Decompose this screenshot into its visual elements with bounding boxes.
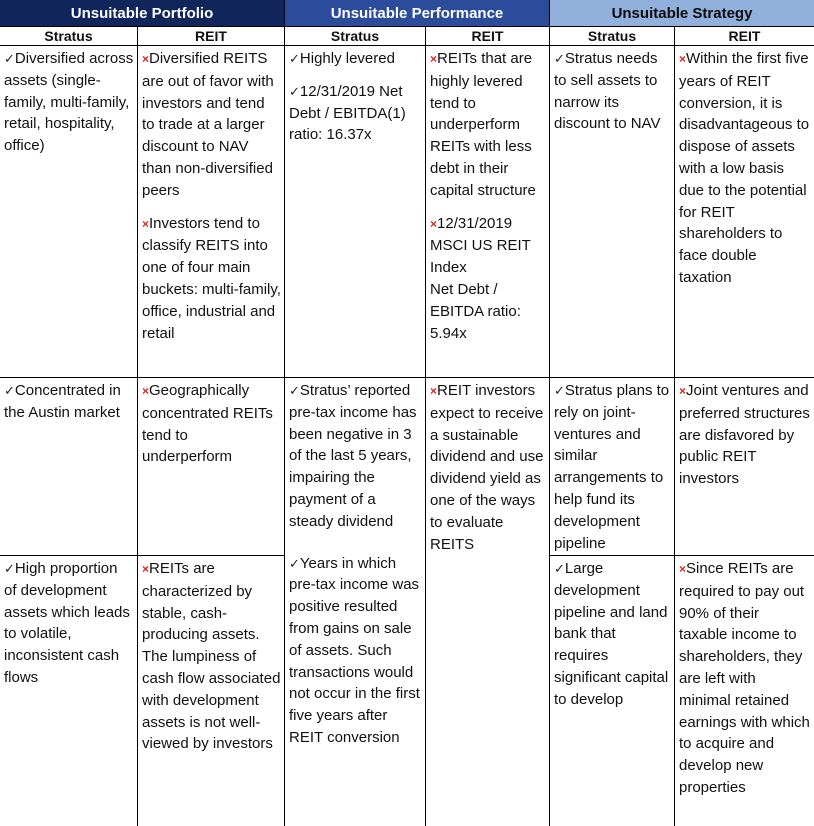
cross-icon: × [679,384,687,398]
cell-strategy-stratus-1 [550,46,674,377]
list-item: ✓Stratus plans to rely on joint-ventures and similar arrangements to help fund its development pipeline [554,382,670,552]
col-header-strategy-stratus: Stratus [550,27,674,45]
list-item: ✓Stratus’ reported pre-tax income has been negative in 3 of the last 5 years, impairing the payment of a steady dividend [289,382,417,530]
list-item: ×Joint ventures and preferred structures are disfavored by public REIT investors [679,382,810,488]
col-header-portfolio-reit: REIT [138,27,284,45]
list-item: ×REITs that are highly levered tend to underperform REITs with less debt in their capital structure [430,50,536,199]
cell-portfolio-stratus-2 [0,378,137,555]
list-item: ✓Concentrated in the Austin market [4,382,121,421]
check-icon: ✓ [289,555,300,571]
check-icon: ✓ [289,51,300,66]
cross-icon: × [679,52,687,66]
list-item: ✓Large development pipeline and land bank that requires significant capital to develop [554,560,669,708]
list-item: Net Debt / EBITDA ratio: 5.94x [430,280,521,342]
cell-strategy-reit-3 [675,556,814,826]
check-icon: ✓ [4,383,15,398]
list-item: ✓Highly levered [289,50,395,67]
cross-icon: × [142,52,150,66]
col-header-strategy-reit: REIT [675,27,814,45]
list-item: ×12/31/2019 MSCI US REIT Index [430,214,531,277]
cross-icon: × [142,216,150,231]
col-header-performance-stratus: Stratus [285,27,425,45]
cross-icon: × [142,384,150,398]
cell-portfolio-stratus-3 [0,556,137,826]
cell-portfolio-reit-1 [138,46,284,377]
list-item: ×REITs are characterized by stable, cash-producing assets. The lumpiness of cash flow associated with development assets is not well-viewed by investors [142,560,281,753]
cross-icon: × [430,384,438,398]
cross-icon: × [142,562,150,576]
check-icon: ✓ [554,561,565,576]
list-item: ✓High proportion of development assets which leads to volatile, inconsistent cash flows [4,560,130,686]
cell-performance-stratus-1 [285,46,425,377]
list-item: ×Within the first five years of REIT conversion, it is disadvantageous to dispose of assets with a low basis due to the potential for REIT shareholders to face double taxation [679,50,810,286]
cell-portfolio-stratus-1 [0,46,137,377]
cell-strategy-stratus-2 [550,378,674,555]
cell-strategy-stratus-3 [550,556,674,826]
list-item: ×Geographically concentrated REITs tend to underperform [142,382,273,466]
col-header-portfolio-stratus: Stratus [0,27,137,45]
cross-icon: × [430,52,438,66]
cell-strategy-reit-2 [675,378,814,555]
list-item: ×Since REITs are required to pay out 90% of their taxable income to shareholders, they are left with minimal retained earnings with which to acquire and develop new properties [679,560,810,796]
list-item: ✓Stratus needs to sell assets to narrow its discount to NAV [554,50,661,133]
cell-portfolio-reit-2 [138,378,284,555]
list-item: ×REIT investors expect to receive a sustainable dividend and use dividend yield as one of the ways to evaluate REITS [430,382,544,553]
cross-icon: × [430,216,438,231]
section-header-strategy: Unsuitable Strategy [550,0,814,26]
cell-performance-reit-1 [426,46,549,377]
list-item: ✓Years in which pre-tax income was positive resulted from gains on sale of assets. Such transactions would not occur in the first five years after REIT conversion [289,554,420,746]
cell-portfolio-reit-3 [138,556,284,826]
cell-performance-reit-2 [426,378,549,826]
list-item: ×Diversified REITS are out of favor with investors and tend to trade at a larger discount to NAV than non-diversified peers [142,50,274,199]
list-item: ✓Diversified across assets (single-family, multi-family, retail, hospitality, office) [4,50,134,155]
check-icon: ✓ [554,383,565,398]
cell-strategy-reit-1 [675,46,814,377]
check-icon: ✓ [289,383,300,398]
cell-performance-stratus-2 [285,378,425,826]
check-icon: ✓ [554,51,565,66]
cross-icon: × [679,562,687,576]
section-header-performance: Unsuitable Performance [285,0,549,26]
list-item: ✓12/31/2019 Net Debt / EBITDA(1) ratio: 16.37x [289,82,406,144]
section-header-portfolio: Unsuitable Portfolio [0,0,284,26]
check-icon: ✓ [4,51,15,66]
check-icon: ✓ [4,561,15,576]
list-item: ×Investors tend to classify REITS into one of four main buckets: multi-family, office, industrial and retail [142,214,281,342]
check-icon: ✓ [289,83,300,99]
col-header-performance-reit: REIT [426,27,549,45]
